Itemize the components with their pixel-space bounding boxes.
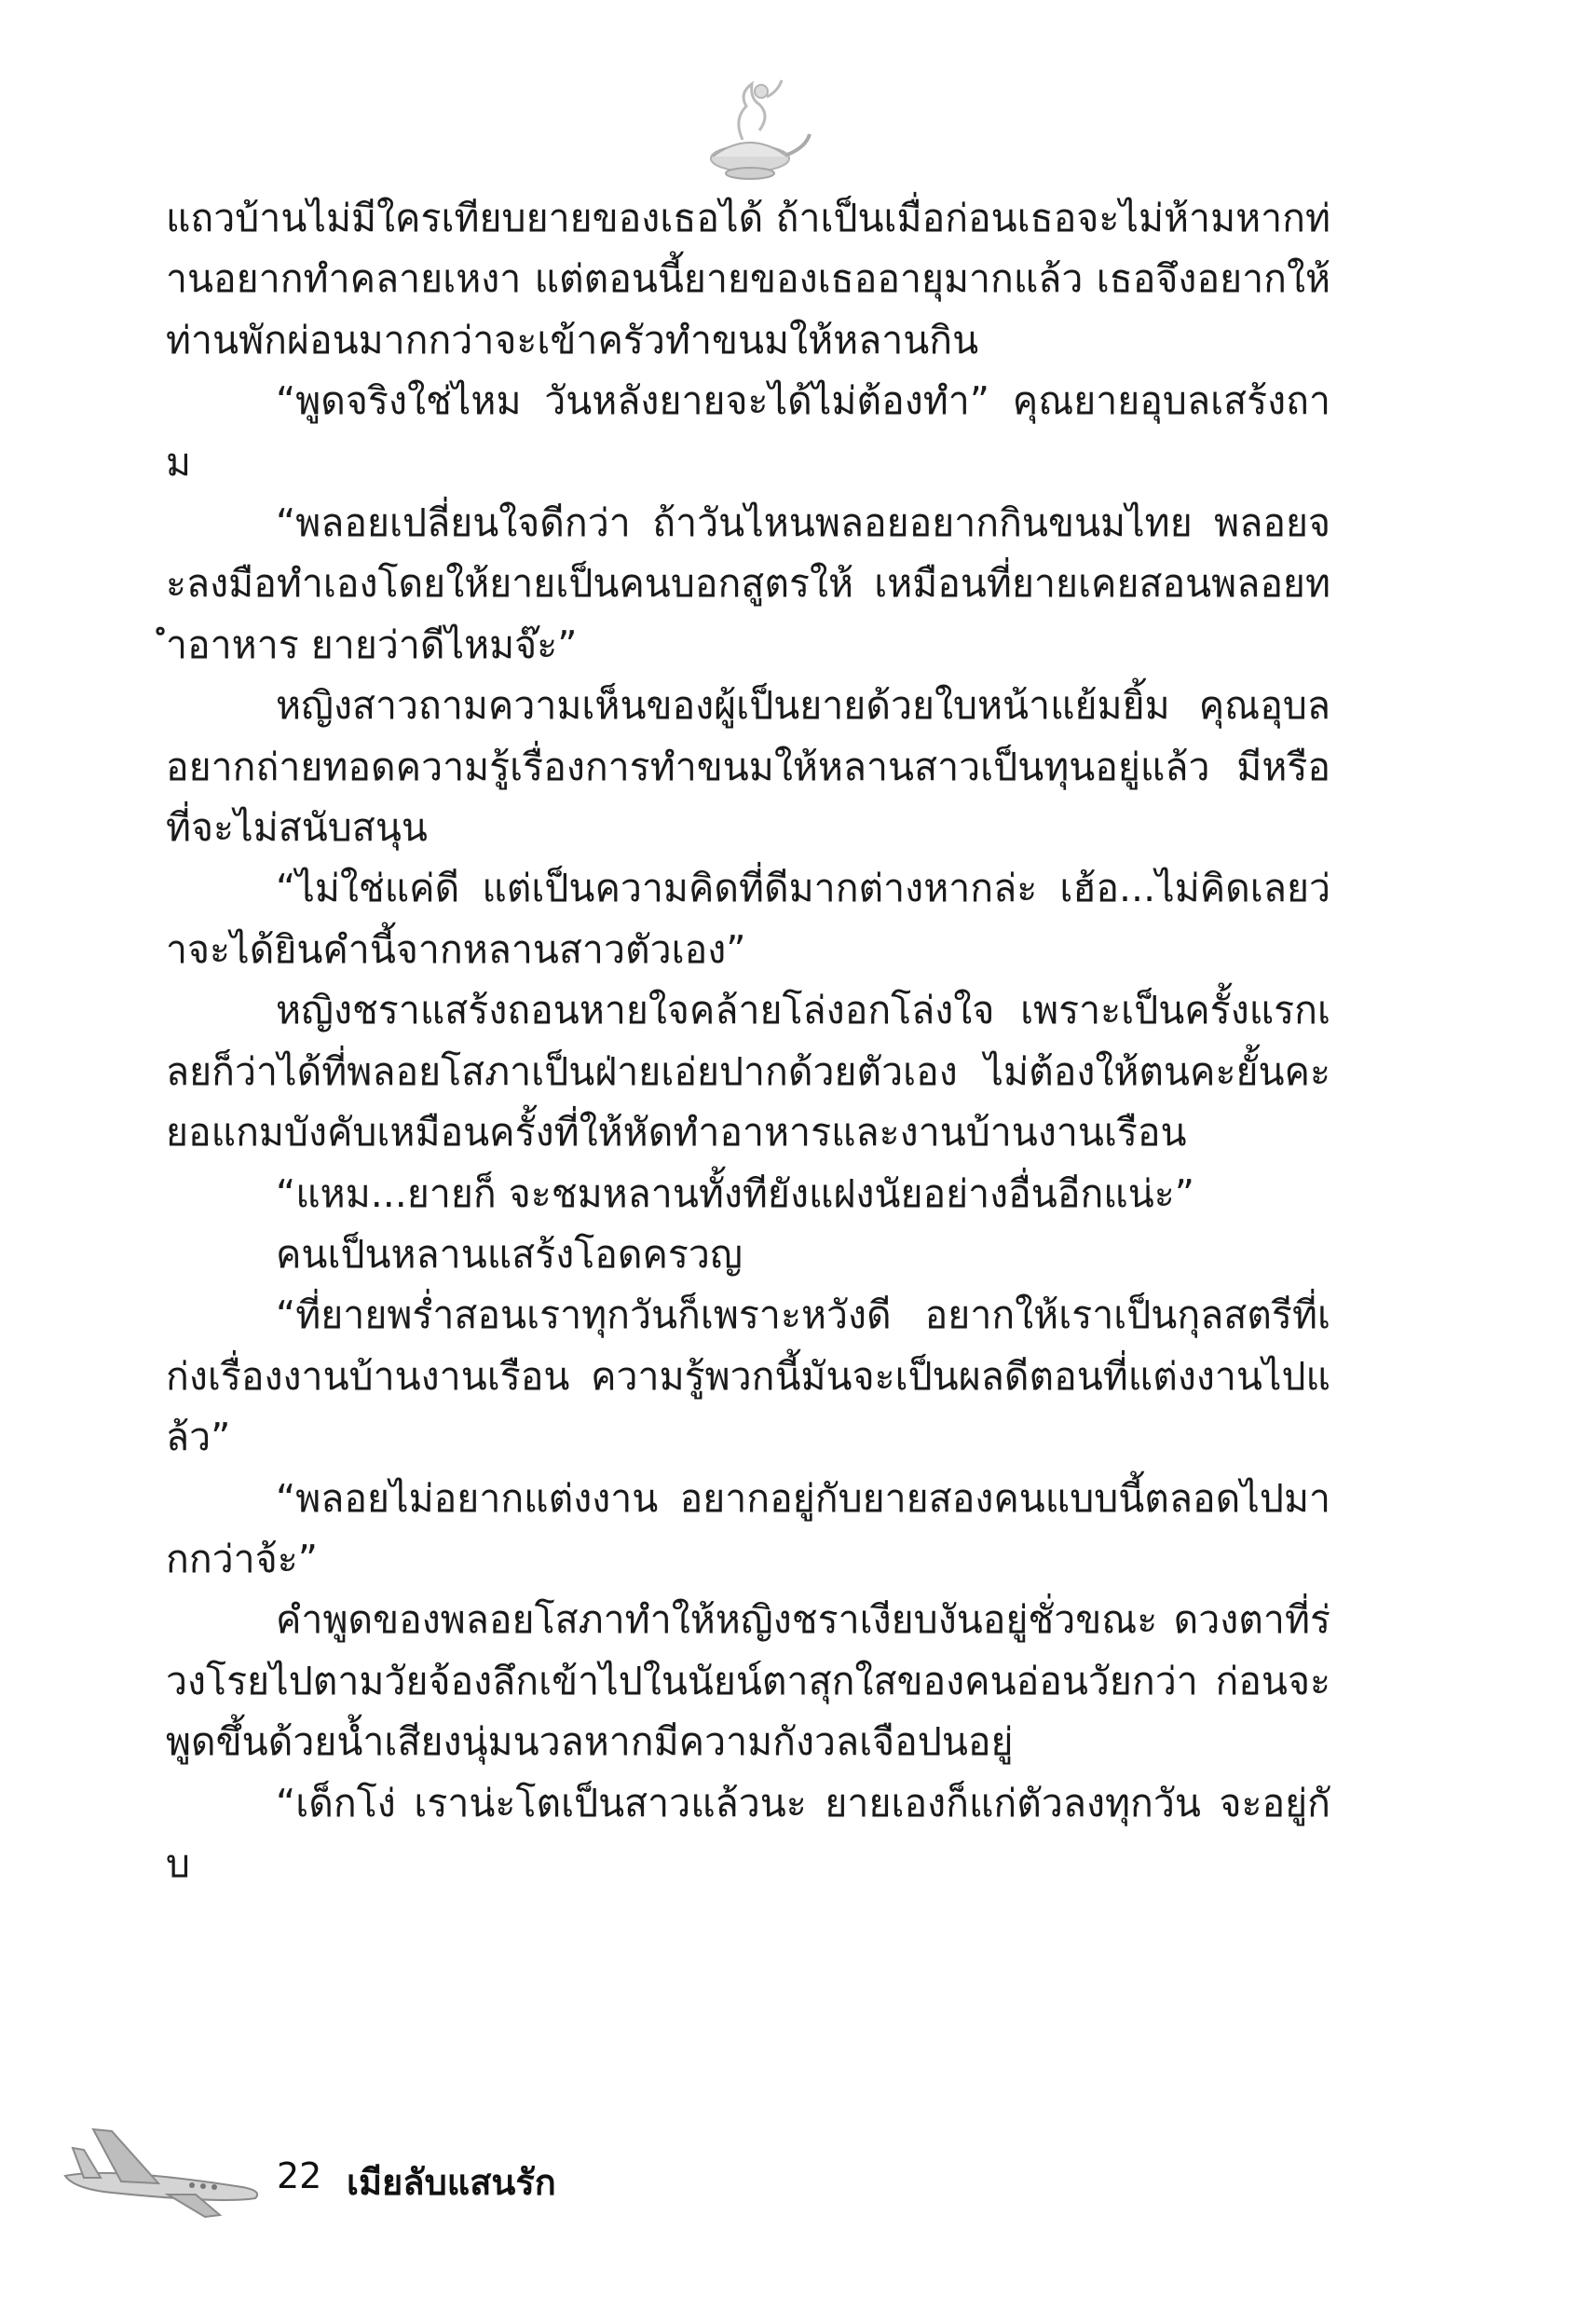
paragraph-2: “พูดจริงใช่ไหม วันหลังยายจะได้ไม่ต้องทำ” คุณยายอุบลเสร้งถาม: [166, 378, 1330, 485]
book-title: เมียลับแสนรัก: [347, 2162, 556, 2203]
page-footer: [56, 2120, 708, 2232]
paragraph-7: “แหม...ยายก็ จะชมหลานทั้งทียังแฝงนัยอย่างอื่นอีกแน่ะ”: [276, 1170, 1194, 1216]
paragraph-3: “พลอยเปลี่ยนใจดีกว่า ถ้าวันไหนพลอยอยากกินขนมไทย พลอยจะลงมือทำเองโดยให้ยายเป็นคนบอกสูตรให้ เหมือนที่ยายเคยสอนพลอยทำอาหาร ยายว่าดีไหมจ๊ะ”: [166, 500, 1330, 667]
paragraph-5: “ไม่ใช่แค่ดี แต่เป็นความคิดที่ดีมากต่างหากล่ะ เฮ้อ...ไม่คิดเลยว่าจะได้ยินคำนี้จากหลานสาวตัวเอง”: [166, 866, 1330, 972]
paragraph-6: หญิงชราแสร้งถอนหายใจคล้ายโล่งอกโล่งใจ เพราะเป็นครั้งแรกเลยก็ว่าได้ที่พลอยโสภาเป็นฝ่ายเอ่ยปากด้วยตัวเอง ไม่ต้องให้ตนคะยั้นคะยอแกมบังคับเหมือนครั้งที่ให้หัดทำอาหารและงานบ้านงานเรือน: [166, 988, 1330, 1156]
paragraph-8: คนเป็นหลานแสร้งโอดครวญ: [276, 1231, 743, 1277]
paragraph-9: “ที่ยายพร่ำสอนเราทุกวันก็เพราะหวังดี อยากให้เราเป็นกุลสตรีที่เก่งเรื่องงานบ้านงานเรือน ความรู้พวกนี้มันจะเป็นผลดีตอนที่แต่งงานไปแล้ว”: [166, 1292, 1330, 1460]
paragraph-12: “เด็กโง่ เราน่ะโตเป็นสาวแล้วนะ ยายเองก็แก่ตัวลงทุกวัน จะอยู่กับ: [166, 1780, 1330, 1886]
page-number: 22: [277, 2155, 322, 2196]
paragraph-11: คำพูดของพลอยโสภาทำให้หญิงชราเงียบงันอยู่ชั่วขณะ ดวงตาที่ร่วงโรยไปตามวัยจ้องลึกเข้าไปในนัยน์ตาสุกใสของคนอ่อนวัยกว่า ก่อนจะพูดขึ้นด้วยน้ำเสียงนุ่มนวลหากมีความกังวลเจือปนอยู่: [166, 1597, 1330, 1765]
body-text: [166, 188, 1330, 1894]
lamp-genie-icon: [685, 73, 815, 185]
paragraph-1: แถวบ้านไม่มีใครเทียบยายของเธอได้ ถ้าเป็นเมื่อก่อนเธอจะไม่ห้ามหากท่านอยากทำคลายเหงา แต่ตอนนี้ยายของเธออายุมากแล้ว เธอจึงอยากให้ท่านพักผ่อนมากกว่าจะเข้าครัวทำขนมให้หลานกิน: [166, 196, 1330, 362]
paragraph-4: หญิงสาวถามความเห็นของผู้เป็นยายด้วยใบหน้าแย้มยิ้ม คุณอุบลอยากถ่ายทอดความรู้เรื่องการทำขนมให้หลานสาวเป็นทุนอยู่แล้ว มีหรือที่จะไม่สนับสนุน: [166, 683, 1330, 851]
airplane-icon: [56, 2120, 280, 2222]
paragraph-10: “พลอยไม่อยากแต่งงาน อยากอยู่กับยายสองคนแบบนี้ตลอดไปมากกว่าจ้ะ”: [166, 1475, 1330, 1581]
